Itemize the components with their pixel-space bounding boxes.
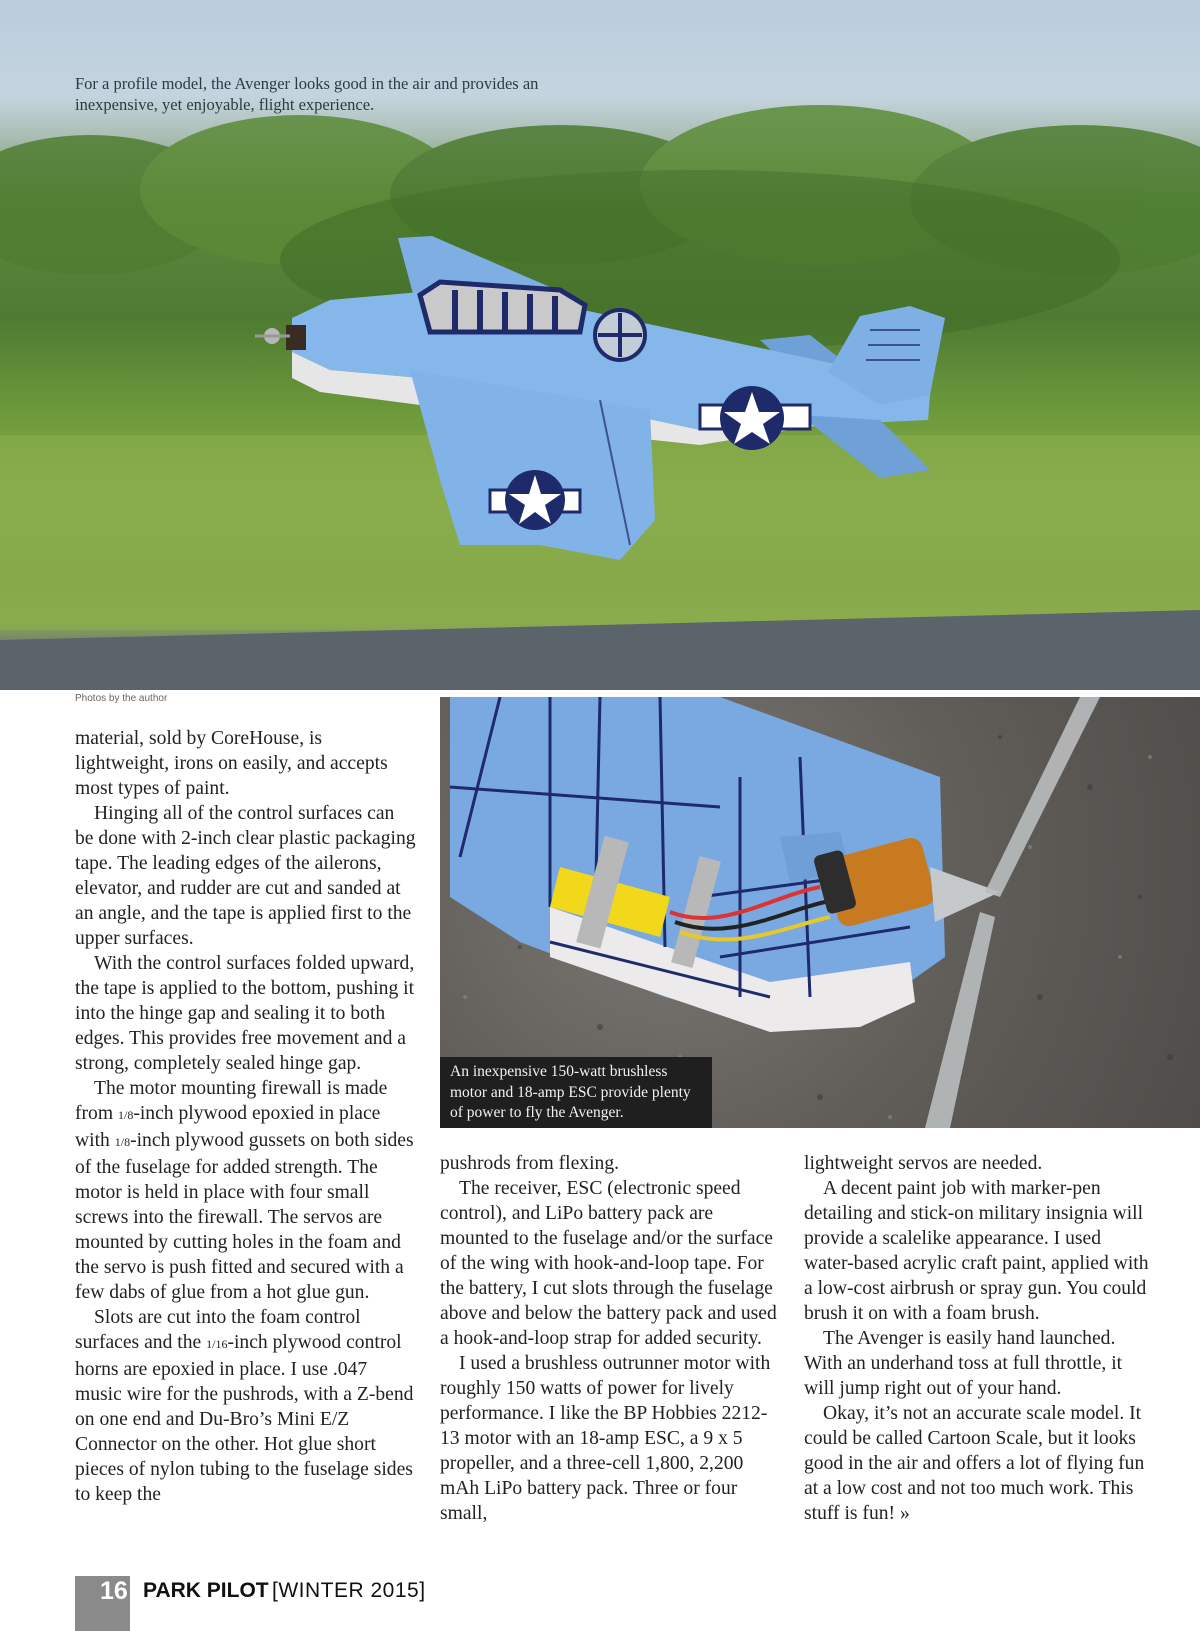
- text-run: -inch plywood gussets on both sides of the fuselage for added strength. The motor is held in place with four small screws into the firewall. The servos are mounted by cutting holes in the foam and the servo is push fitted and secured with a few dabs of glue from a hot glue gun.: [75, 1130, 414, 1303]
- paragraph: material, sold by CoreHouse, is lightweight, irons on easily, and accepts most types of paint.: [75, 728, 388, 799]
- issue-label: [WINTER 2015]: [272, 1579, 426, 1602]
- paragraph: Okay, it’s not an accurate scale model. It could be called Cartoon Scale, but it looks good in the air and offers a lot of flying fun at a low cost and not too much work. This stuff is fun! »: [804, 1403, 1145, 1524]
- magazine-name: PARK PILOT: [143, 1579, 269, 1602]
- tree-line: [0, 105, 1200, 350]
- page-number: 16: [100, 1577, 128, 1605]
- article-column-1: [75, 726, 417, 1507]
- motor-esc-photo: [440, 697, 1200, 1128]
- paragraph: Hinging all of the control surfaces can be done with 2-inch clear plastic packaging tape. The leading edges of the ailerons, elevator, and rudder are cut and sanded at an angle, and the tape is applied first to the upper surfaces.: [75, 803, 416, 949]
- paragraph: lightweight servos are needed.: [804, 1153, 1043, 1174]
- paragraph: With the control surfaces folded upward, the tape is applied to the bottom, pushing it into the hinge gap and sealing it to both edges. This provides free movement and a strong, completely sealed hinge gap.: [75, 953, 415, 1074]
- motor-esc-caption: An inexpensive 150-watt brushless motor and 18-amp ESC provide plenty of power to fly the Avenger.: [440, 1057, 712, 1128]
- paragraph: The receiver, ESC (electronic speed control), and LiPo battery pack are mounted to the fuselage and/or the surface of the wing with hook-and-loop tape. For the battery, I cut slots through the fuselage above and below the battery pack and used a hook-and-loop strap for added security.: [440, 1178, 777, 1349]
- hero-caption: For a profile model, the Avenger looks good in the air and provides an inexpensive, yet enjoyable, flight experience.: [75, 74, 539, 114]
- paragraph: I used a brushless outrunner motor with roughly 150 watts of power for lively performance. I like the BP Hobbies 2212-13 motor with an 18-amp ESC, a 9 x 5 propeller, and a three-cell 1,800, 2,200 mAh LiPo battery pack. Three or four small,: [440, 1353, 771, 1524]
- fraction: 1/16: [206, 1337, 228, 1351]
- paragraph: The Avenger is easily hand launched. With an underhand toss at full throttle, it will jump right out of your hand.: [804, 1328, 1123, 1399]
- text-run: -inch plywood epoxied in place with: [75, 1103, 381, 1151]
- article-column-2: [440, 1151, 785, 1526]
- paragraph: pushrods from flexing.: [440, 1153, 620, 1174]
- text-run: Slots are cut into the foam control surfaces and the: [75, 1307, 361, 1353]
- text-run: -inch plywood control horns are epoxied in place. I use .047 music wire for the pushrods, with a Z-bend on one end and Du-Bro’s Mini E/Z Connector on the other. Hot glue short pieces of nylon tubing to the fuselage sides to keep the: [75, 1332, 414, 1505]
- text-run: The motor mounting firewall is made from: [75, 1078, 388, 1124]
- photo-credit: Photos by the author: [75, 693, 168, 704]
- paragraph: [75, 1305, 417, 1507]
- paragraph: [75, 1076, 417, 1305]
- hero-photo: [0, 0, 1200, 690]
- article-column-3: [804, 1151, 1149, 1526]
- paragraph: A decent paint job with marker-pen detailing and stick-on military insignia will provide a scalelike appearance. I used water-based acrylic craft paint, applied with a low-cost airbrush or spray gun. You could brush it on with a foam brush.: [804, 1178, 1149, 1324]
- fraction: 1/8: [114, 1135, 131, 1149]
- fraction: 1/8: [118, 1108, 134, 1122]
